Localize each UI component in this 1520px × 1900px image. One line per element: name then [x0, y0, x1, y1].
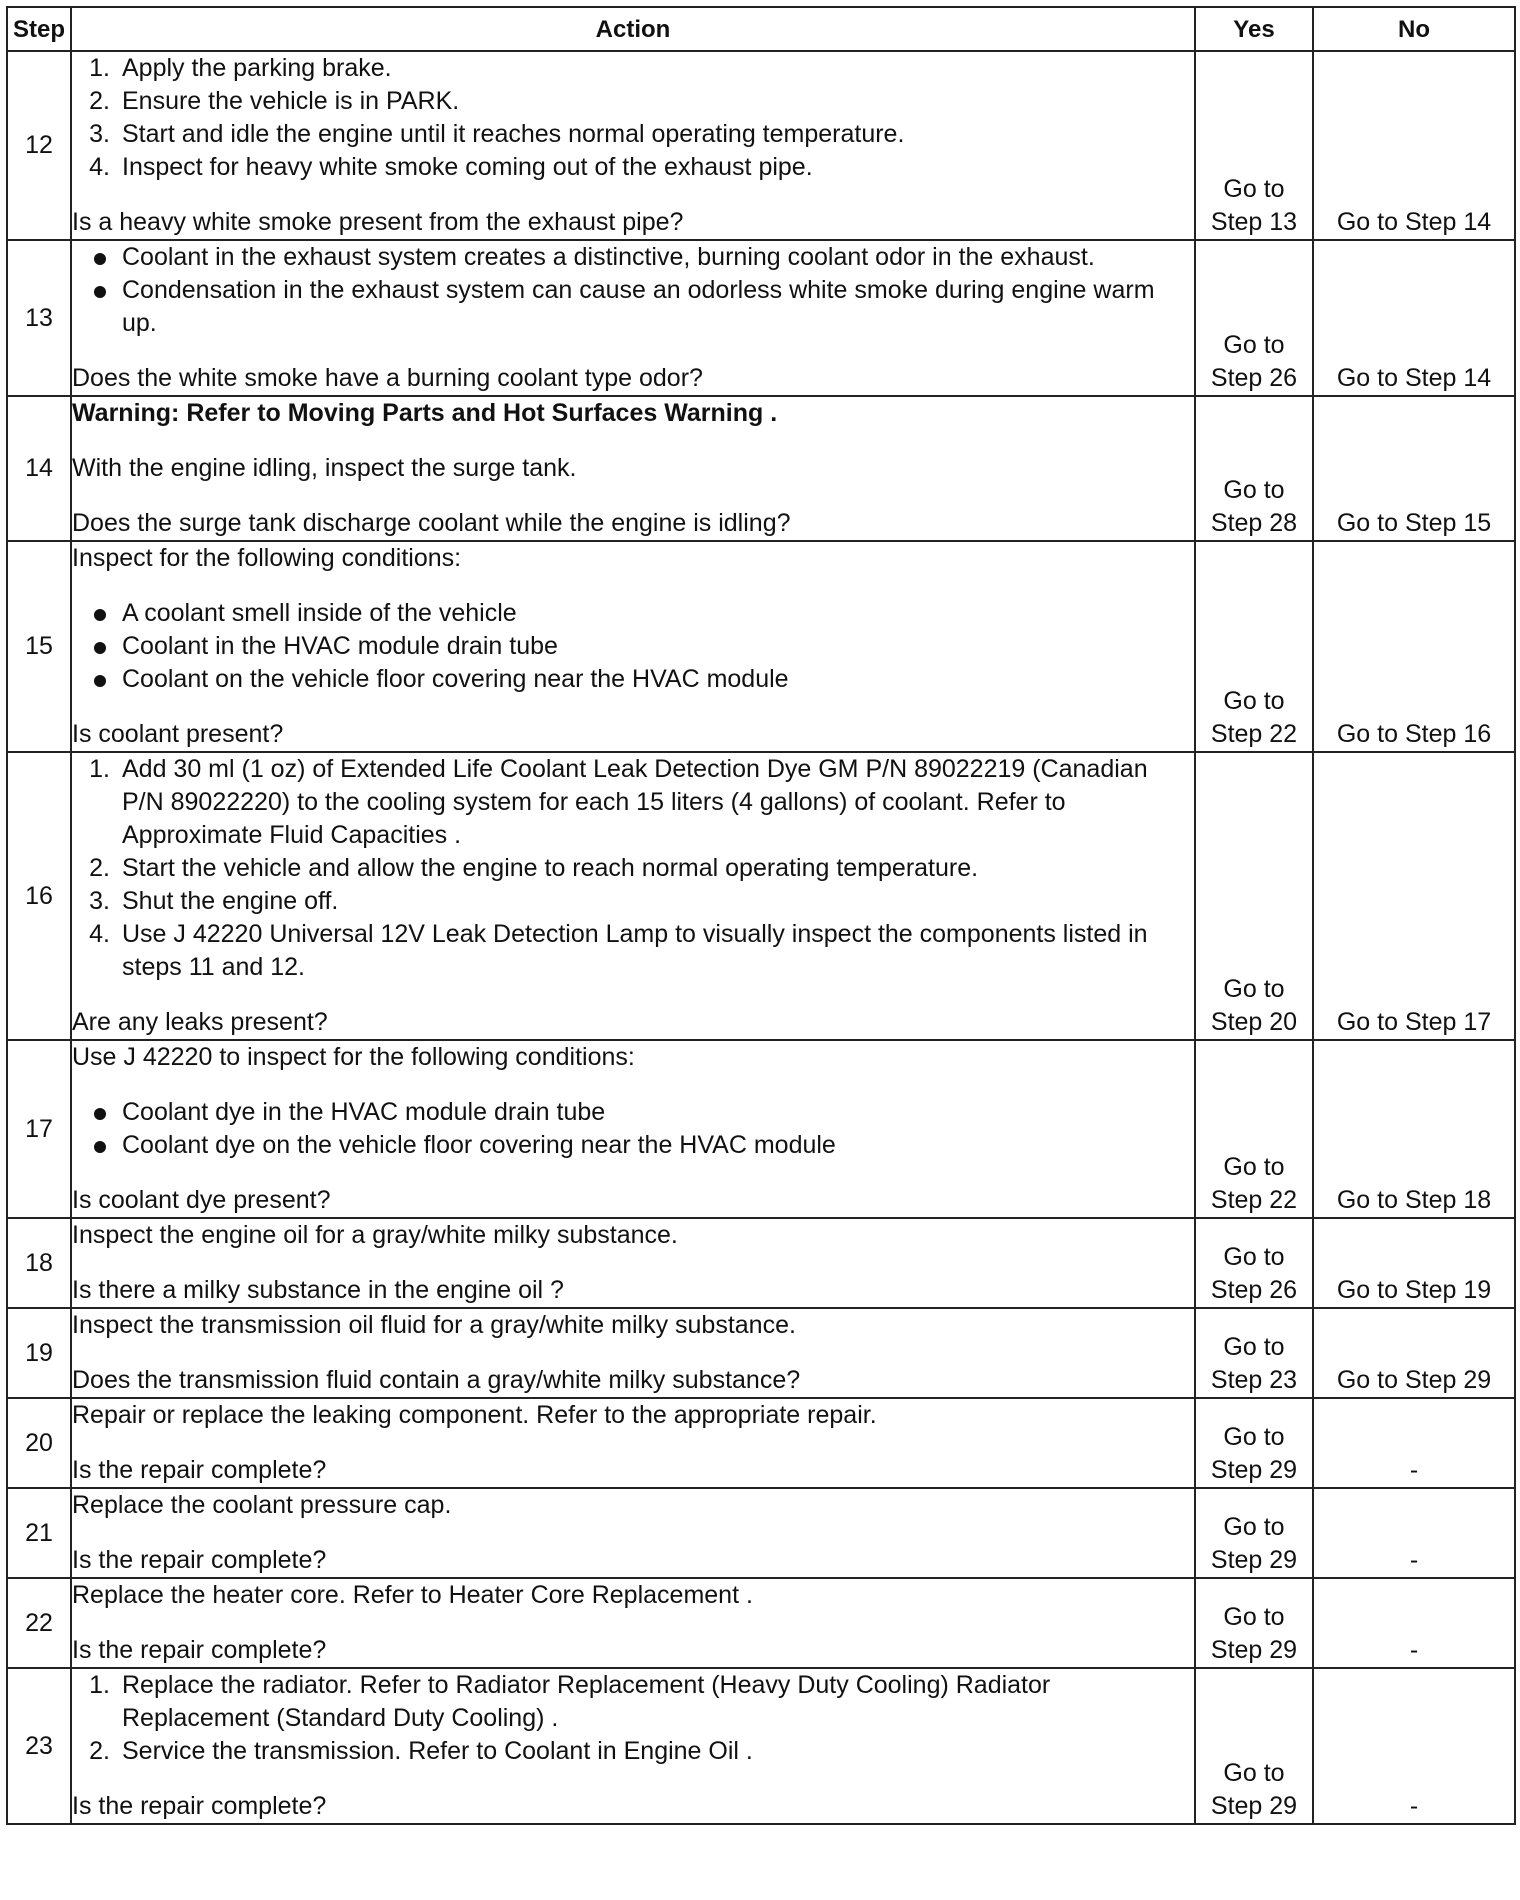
- spacer: [72, 575, 1194, 597]
- numbered-list-item: [72, 885, 1194, 918]
- no-cell: [1313, 1218, 1515, 1308]
- bullet-icon: [94, 253, 106, 265]
- no-line: Go to Step 14: [1336, 364, 1492, 392]
- header-action: Action: [71, 7, 1195, 51]
- yes-cell: [1195, 1398, 1313, 1488]
- yes-line: Step 29: [1210, 1636, 1298, 1664]
- yes-cell: [1195, 1040, 1313, 1218]
- item-text: Apply the parking brake.: [122, 54, 392, 82]
- yes-line: Step 22: [1210, 1186, 1298, 1214]
- item-text: Start and idle the engine until it reaches normal operating temperature.: [122, 120, 905, 148]
- yes-line: Step 29: [1210, 1456, 1298, 1484]
- spacer: [72, 485, 1194, 507]
- no-cell: [1313, 1488, 1515, 1578]
- action-text: Is coolant dye present?: [72, 1186, 331, 1214]
- table-row: [7, 396, 1515, 541]
- numbered-list: [72, 52, 1194, 184]
- action-text: Is the repair complete?: [72, 1546, 327, 1574]
- item-number: 1.: [89, 755, 110, 783]
- item-text: Start the vehicle and allow the engine to reach normal operating temperature.: [122, 854, 979, 882]
- bullet-list: [72, 241, 1194, 340]
- yes-cell: [1195, 1668, 1313, 1824]
- spacer: [72, 1252, 1194, 1274]
- item-text: Coolant dye in the HVAC module drain tube: [122, 1098, 606, 1126]
- item-text: Replace the radiator. Refer to Radiator Replacement (Heavy Duty Cooling) Radiator Replacement (Standard Duty Cooling) .: [122, 1671, 1051, 1732]
- table-row: [7, 752, 1515, 1040]
- spacer: [72, 1432, 1194, 1454]
- yes-line: Go to: [1223, 687, 1285, 715]
- yes-line: Step 28: [1210, 509, 1298, 537]
- action-cell: [71, 396, 1195, 541]
- item-text: Inspect for heavy white smoke coming out of the exhaust pipe.: [122, 153, 813, 181]
- action-cell: [71, 240, 1195, 396]
- bullet-list: [72, 1096, 1194, 1162]
- table-row: [7, 1308, 1515, 1398]
- bullet-list-item: [72, 274, 1194, 340]
- step-number: 14: [7, 396, 71, 541]
- item-number: 2.: [89, 854, 110, 882]
- bullet-icon: [94, 642, 106, 654]
- yes-line: Step 13: [1210, 208, 1298, 236]
- no-cell: [1313, 752, 1515, 1040]
- step-number: 23: [7, 1668, 71, 1824]
- yes-line: Go to: [1223, 1243, 1285, 1271]
- action-text: Inspect the engine oil for a gray/white milky substance.: [72, 1221, 678, 1249]
- numbered-list-item: [72, 918, 1194, 984]
- step-number: 22: [7, 1578, 71, 1668]
- yes-line: Go to: [1223, 1333, 1285, 1361]
- diagnostic-table-container: [6, 6, 1514, 1825]
- item-text: Add 30 ml (1 oz) of Extended Life Coolant Leak Detection Dye GM P/N 89022219 (Canadian P/N 89022220) to the cooling system for each 15 liters (4 gallons) of coolant. Refer to Approximate Fluid Capacities .: [122, 755, 1148, 849]
- item-number: 2.: [89, 87, 110, 115]
- action-cell: [71, 51, 1195, 240]
- yes-cell: [1195, 1218, 1313, 1308]
- no-line: Go to Step 15: [1336, 509, 1492, 537]
- bullet-list-item: [72, 1096, 1194, 1129]
- step-number: 16: [7, 752, 71, 1040]
- numbered-list-item: [72, 118, 1194, 151]
- no-line: -: [1409, 1456, 1419, 1484]
- no-cell: [1313, 1578, 1515, 1668]
- step-number: 21: [7, 1488, 71, 1578]
- yes-cell: [1195, 752, 1313, 1040]
- header-yes: Yes: [1195, 7, 1313, 51]
- no-line: Go to Step 19: [1336, 1276, 1492, 1304]
- yes-line: Step 26: [1210, 364, 1298, 392]
- action-text: Is the repair complete?: [72, 1456, 327, 1484]
- action-text: Is there a milky substance in the engine oil ?: [72, 1276, 564, 1304]
- item-text: Coolant in the HVAC module drain tube: [122, 632, 558, 660]
- yes-line: Go to: [1223, 975, 1285, 1003]
- yes-cell: [1195, 541, 1313, 752]
- table-row: [7, 1398, 1515, 1488]
- item-number: 1.: [89, 1671, 110, 1699]
- step-number: 20: [7, 1398, 71, 1488]
- spacer: [72, 1342, 1194, 1364]
- action-cell: [71, 1040, 1195, 1218]
- no-line: -: [1409, 1546, 1419, 1574]
- step-number: 19: [7, 1308, 71, 1398]
- step-number: 17: [7, 1040, 71, 1218]
- action-text: Inspect for the following conditions:: [72, 544, 462, 572]
- yes-cell: [1195, 1578, 1313, 1668]
- yes-cell: [1195, 51, 1313, 240]
- table-row: [7, 1578, 1515, 1668]
- yes-line: Go to: [1223, 1603, 1285, 1631]
- yes-line: Step 22: [1210, 720, 1298, 748]
- no-cell: [1313, 541, 1515, 752]
- action-text: Inspect the transmission oil fluid for a gray/white milky substance.: [72, 1311, 796, 1339]
- bullet-icon: [94, 1141, 106, 1153]
- item-text: Shut the engine off.: [122, 887, 339, 915]
- spacer: [72, 696, 1194, 718]
- table-row: [7, 1668, 1515, 1824]
- diagnostic-table: [6, 6, 1516, 1825]
- spacer: [72, 430, 1194, 452]
- yes-line: Go to: [1223, 1513, 1285, 1541]
- item-number: 4.: [89, 920, 110, 948]
- item-text: Use J 42220 Universal 12V Leak Detection Lamp to visually inspect the components listed in steps 11 and 12.: [122, 920, 1148, 981]
- no-line: -: [1409, 1636, 1419, 1664]
- table-row: [7, 541, 1515, 752]
- action-text: Is the repair complete?: [72, 1792, 327, 1820]
- action-text: Repair or replace the leaking component. Refer to the appropriate repair.: [72, 1401, 877, 1429]
- item-number: 1.: [89, 54, 110, 82]
- item-text: Service the transmission. Refer to Coolant in Engine Oil .: [122, 1737, 753, 1765]
- table-row: [7, 240, 1515, 396]
- action-text: Replace the heater core. Refer to Heater Core Replacement .: [72, 1581, 753, 1609]
- action-cell: [71, 1218, 1195, 1308]
- no-cell: [1313, 1398, 1515, 1488]
- bullet-list-item: [72, 630, 1194, 663]
- action-cell: [71, 752, 1195, 1040]
- item-number: 2.: [89, 1737, 110, 1765]
- no-cell: [1313, 51, 1515, 240]
- yes-line: Step 23: [1210, 1366, 1298, 1394]
- numbered-list-item: [72, 1669, 1194, 1735]
- action-cell: [71, 1488, 1195, 1578]
- action-cell: [71, 541, 1195, 752]
- action-text: Is coolant present?: [72, 720, 284, 748]
- numbered-list-item: [72, 52, 1194, 85]
- table-row: [7, 1488, 1515, 1578]
- header-no: No: [1313, 7, 1515, 51]
- action-text: Does the transmission fluid contain a gray/white milky substance?: [72, 1366, 801, 1394]
- bullet-list-item: [72, 1129, 1194, 1162]
- yes-line: Step 20: [1210, 1008, 1298, 1036]
- action-text: Does the surge tank discharge coolant while the engine is idling?: [72, 509, 791, 537]
- action-text: Does the white smoke have a burning coolant type odor?: [72, 364, 703, 392]
- no-cell: [1313, 396, 1515, 541]
- no-line: Go to Step 29: [1336, 1366, 1492, 1394]
- item-number: 4.: [89, 153, 110, 181]
- yes-line: Go to: [1223, 1153, 1285, 1181]
- item-text: Coolant in the exhaust system creates a distinctive, burning coolant odor in the exhaust.: [122, 243, 1095, 271]
- action-cell: [71, 1578, 1195, 1668]
- table-body: [7, 51, 1515, 1824]
- no-cell: [1313, 1308, 1515, 1398]
- action-text: Is the repair complete?: [72, 1636, 327, 1664]
- yes-cell: [1195, 1308, 1313, 1398]
- action-cell: [71, 1398, 1195, 1488]
- table-row: [7, 51, 1515, 240]
- numbered-list-item: [72, 85, 1194, 118]
- numbered-list-item: [72, 852, 1194, 885]
- spacer: [72, 1522, 1194, 1544]
- yes-line: Step 26: [1210, 1276, 1298, 1304]
- no-line: Go to Step 14: [1336, 208, 1492, 236]
- spacer: [72, 184, 1194, 206]
- no-line: Go to Step 17: [1336, 1008, 1492, 1036]
- bullet-icon: [94, 286, 106, 298]
- step-number: 15: [7, 541, 71, 752]
- item-text: Coolant dye on the vehicle floor covering near the HVAC module: [122, 1131, 836, 1159]
- no-line: Go to Step 18: [1336, 1186, 1492, 1214]
- numbered-list-item: [72, 1735, 1194, 1768]
- bullet-list-item: [72, 241, 1194, 274]
- action-text: With the engine idling, inspect the surge tank.: [72, 454, 577, 482]
- item-text: Ensure the vehicle is in PARK.: [122, 87, 460, 115]
- action-text: Replace the coolant pressure cap.: [72, 1491, 452, 1519]
- spacer: [72, 984, 1194, 1006]
- bullet-list-item: [72, 663, 1194, 696]
- yes-line: Go to: [1223, 331, 1285, 359]
- yes-cell: [1195, 240, 1313, 396]
- action-text: Are any leaks present?: [72, 1008, 328, 1036]
- step-number: 13: [7, 240, 71, 396]
- numbered-list-item: [72, 151, 1194, 184]
- no-line: -: [1409, 1792, 1419, 1820]
- numbered-list: [72, 1669, 1194, 1768]
- bullet-icon: [94, 675, 106, 687]
- item-number: 3.: [89, 120, 110, 148]
- bullet-icon: [94, 609, 106, 621]
- bullet-list: [72, 597, 1194, 696]
- action-cell: [71, 1668, 1195, 1824]
- spacer: [72, 340, 1194, 362]
- spacer: [72, 1074, 1194, 1096]
- yes-cell: [1195, 396, 1313, 541]
- action-cell: [71, 1308, 1195, 1398]
- header-step: Step: [7, 7, 71, 51]
- yes-line: Step 29: [1210, 1546, 1298, 1574]
- header-row: [7, 7, 1515, 51]
- yes-cell: [1195, 1488, 1313, 1578]
- action-text: Use J 42220 to inspect for the following conditions:: [72, 1043, 635, 1071]
- yes-line: Go to: [1223, 175, 1285, 203]
- no-cell: [1313, 240, 1515, 396]
- yes-line: Step 29: [1210, 1792, 1298, 1820]
- warning-text: Warning: Refer to Moving Parts and Hot Surfaces Warning .: [72, 399, 778, 427]
- bullet-list-item: [72, 597, 1194, 630]
- bullet-icon: [94, 1108, 106, 1120]
- step-number: 18: [7, 1218, 71, 1308]
- action-text: Is a heavy white smoke present from the exhaust pipe?: [72, 208, 684, 236]
- item-text: Coolant on the vehicle floor covering near the HVAC module: [122, 665, 789, 693]
- numbered-list-item: [72, 753, 1194, 852]
- spacer: [72, 1768, 1194, 1790]
- item-text: Condensation in the exhaust system can cause an odorless white smoke during engine warm up.: [122, 276, 1155, 337]
- no-line: Go to Step 16: [1336, 720, 1492, 748]
- table-row: [7, 1218, 1515, 1308]
- yes-line: Go to: [1223, 476, 1285, 504]
- spacer: [72, 1612, 1194, 1634]
- numbered-list: [72, 753, 1194, 984]
- spacer: [72, 1162, 1194, 1184]
- item-text: A coolant smell inside of the vehicle: [122, 599, 517, 627]
- yes-line: Go to: [1223, 1759, 1285, 1787]
- table-row: [7, 1040, 1515, 1218]
- no-cell: [1313, 1668, 1515, 1824]
- no-cell: [1313, 1040, 1515, 1218]
- step-number: 12: [7, 51, 71, 240]
- yes-line: Go to: [1223, 1423, 1285, 1451]
- item-number: 3.: [89, 887, 110, 915]
